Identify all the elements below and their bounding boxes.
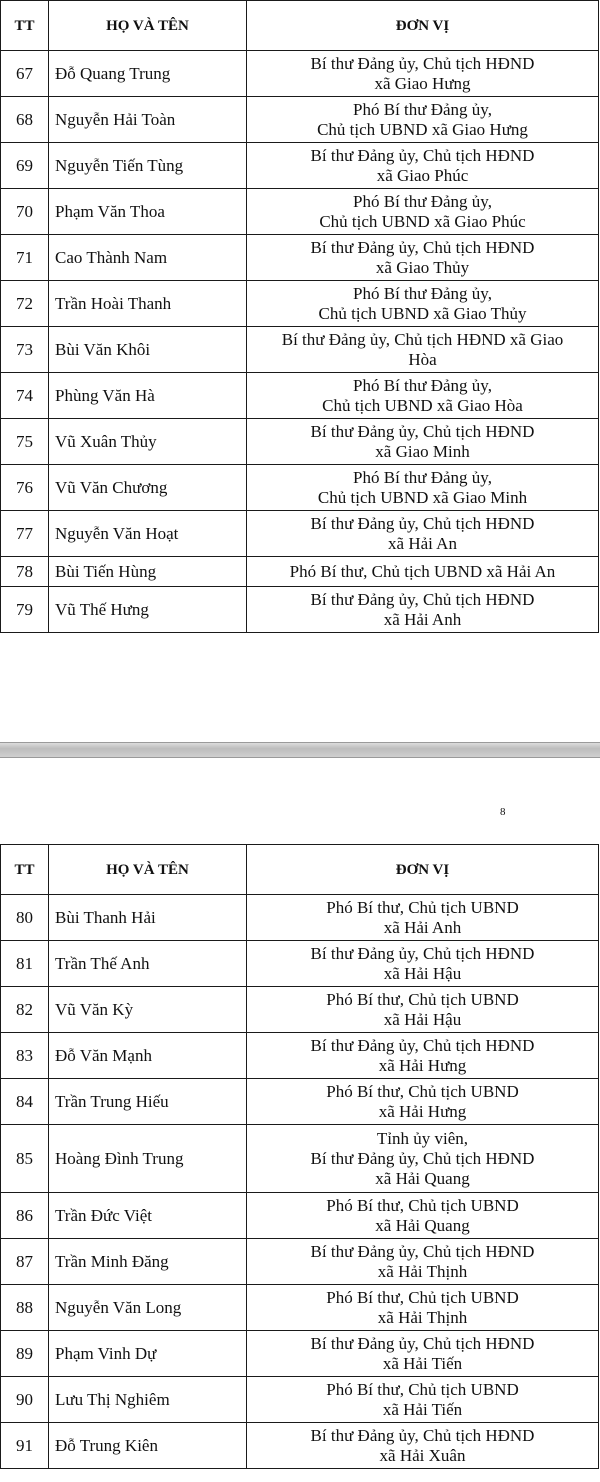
row-number: 88 [1,1285,49,1331]
row-number: 84 [1,1079,49,1125]
table-row [1,1285,599,1331]
header-unit: ĐƠN VỊ [247,1,599,51]
row-name: Nguyễn Văn Hoạt [49,511,247,557]
row-unit: Bí thư Đảng ủy, Chủ tịch HĐND xã Hải Tiến [247,1331,599,1377]
row-unit: Phó Bí thư, Chủ tịch UBND xã Hải Hưng [247,1079,599,1125]
row-name: Bùi Thanh Hải [49,895,247,941]
row-name: Đỗ Văn Mạnh [49,1033,247,1079]
row-number: 85 [1,1125,49,1193]
table-row [1,557,599,587]
row-name: Bùi Văn Khôi [49,327,247,373]
row-number: 69 [1,143,49,189]
table-row [1,1079,599,1125]
row-unit: Phó Bí thư Đảng ủy, Chủ tịch UBND xã Giao Hưng [247,97,599,143]
header-name: HỌ VÀ TÊN [49,1,247,51]
row-number: 72 [1,281,49,327]
row-unit: Bí thư Đảng ủy, Chủ tịch HĐND xã Giao Minh [247,419,599,465]
row-name: Bùi Tiến Hùng [49,557,247,587]
row-unit: Phó Bí thư, Chủ tịch UBND xã Hải Hậu [247,987,599,1033]
row-unit: Phó Bí thư Đảng ủy, Chủ tịch UBND xã Giao Minh [247,465,599,511]
row-name: Trần Thế Anh [49,941,247,987]
row-unit: Bí thư Đảng ủy, Chủ tịch HĐND xã Hải Xuân [247,1423,599,1469]
row-name: Trần Đức Việt [49,1193,247,1239]
row-number: 77 [1,511,49,557]
row-name: Đỗ Trung Kiên [49,1423,247,1469]
row-unit: Phó Bí thư, Chủ tịch UBND xã Hải Thịnh [247,1285,599,1331]
row-unit: Phó Bí thư Đảng ủy, Chủ tịch UBND xã Giao Hòa [247,373,599,419]
table-row [1,327,599,373]
row-name: Phạm Văn Thoa [49,189,247,235]
table-row [1,1423,599,1469]
row-number: 79 [1,587,49,633]
row-name: Phạm Vinh Dự [49,1331,247,1377]
page-number: 8 [500,806,506,818]
header-tt: TT [1,845,49,895]
row-unit: Phó Bí thư, Chủ tịch UBND xã Hải Quang [247,1193,599,1239]
row-unit: Phó Bí thư, Chủ tịch UBND xã Hải An [247,557,599,587]
row-name: Cao Thành Nam [49,235,247,281]
row-name: Vũ Thế Hưng [49,587,247,633]
row-name: Lưu Thị Nghiêm [49,1377,247,1423]
row-number: 81 [1,941,49,987]
row-unit: Bí thư Đảng ủy, Chủ tịch HĐND xã Giao Hòa [247,327,599,373]
row-number: 87 [1,1239,49,1285]
table-row [1,97,599,143]
row-number: 74 [1,373,49,419]
table-row [1,587,599,633]
table-row [1,941,599,987]
header-tt: TT [1,1,49,51]
row-number: 70 [1,189,49,235]
row-number: 80 [1,895,49,941]
row-name: Vũ Xuân Thủy [49,419,247,465]
table-row [1,1193,599,1239]
table-row [1,51,599,97]
table-row [1,1331,599,1377]
row-number: 71 [1,235,49,281]
table-row [1,373,599,419]
officials-table-2 [0,844,599,1469]
row-number: 68 [1,97,49,143]
row-number: 89 [1,1331,49,1377]
header-unit: ĐƠN VỊ [247,845,599,895]
row-unit: Phó Bí thư Đảng ủy, Chủ tịch UBND xã Giao Thủy [247,281,599,327]
row-number: 75 [1,419,49,465]
table-row [1,235,599,281]
table-row [1,1125,599,1193]
row-number: 76 [1,465,49,511]
row-name: Vũ Văn Chương [49,465,247,511]
table-row [1,419,599,465]
table-row [1,281,599,327]
row-unit: Bí thư Đảng ủy, Chủ tịch HĐND xã Hải An [247,511,599,557]
row-number: 73 [1,327,49,373]
row-name: Hoàng Đình Trung [49,1125,247,1193]
row-unit: Bí thư Đảng ủy, Chủ tịch HĐND xã Hải Hưng [247,1033,599,1079]
row-unit: Bí thư Đảng ủy, Chủ tịch HĐND xã Hải Thịnh [247,1239,599,1285]
row-name: Đỗ Quang Trung [49,51,247,97]
row-name: Nguyễn Tiến Tùng [49,143,247,189]
row-unit: Bí thư Đảng ủy, Chủ tịch HĐND xã Giao Hưng [247,51,599,97]
row-name: Vũ Văn Kỳ [49,987,247,1033]
row-unit: Bí thư Đảng ủy, Chủ tịch HĐND xã Hải Hậu [247,941,599,987]
table-row [1,1239,599,1285]
table-row [1,143,599,189]
row-unit: Bí thư Đảng ủy, Chủ tịch HĐND xã Hải Anh [247,587,599,633]
header-name: HỌ VÀ TÊN [49,845,247,895]
row-name: Nguyễn Hải Toàn [49,97,247,143]
page-separator [0,742,600,758]
row-number: 67 [1,51,49,97]
row-unit: Bí thư Đảng ủy, Chủ tịch HĐND xã Giao Thủy [247,235,599,281]
row-unit: Phó Bí thư, Chủ tịch UBND xã Hải Tiến [247,1377,599,1423]
row-name: Trần Trung Hiếu [49,1079,247,1125]
row-name: Trần Minh Đăng [49,1239,247,1285]
row-unit: Bí thư Đảng ủy, Chủ tịch HĐND xã Giao Phúc [247,143,599,189]
document-page-2 [0,758,600,1482]
row-name: Trần Hoài Thanh [49,281,247,327]
row-number: 90 [1,1377,49,1423]
table-header-row [1,1,599,51]
table-row [1,987,599,1033]
row-number: 91 [1,1423,49,1469]
row-number: 86 [1,1193,49,1239]
row-number: 82 [1,987,49,1033]
table-row [1,511,599,557]
row-unit: Tỉnh ủy viên, Bí thư Đảng ủy, Chủ tịch HĐND xã Hải Quang [247,1125,599,1193]
table-row [1,895,599,941]
officials-table-1 [0,0,599,633]
table-row [1,189,599,235]
table-row [1,465,599,511]
row-name: Phùng Văn Hà [49,373,247,419]
table-row [1,1377,599,1423]
row-unit: Phó Bí thư Đảng ủy, Chủ tịch UBND xã Giao Phúc [247,189,599,235]
table-row [1,1033,599,1079]
table-header-row [1,845,599,895]
row-name: Nguyễn Văn Long [49,1285,247,1331]
row-number: 83 [1,1033,49,1079]
row-number: 78 [1,557,49,587]
row-unit: Phó Bí thư, Chủ tịch UBND xã Hải Anh [247,895,599,941]
